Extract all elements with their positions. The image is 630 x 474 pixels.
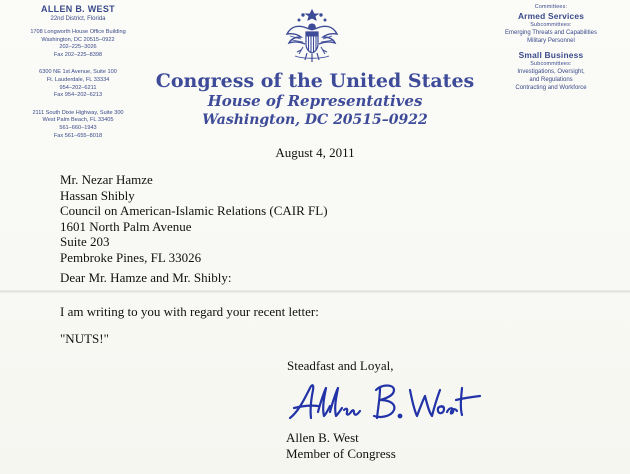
title-address: Washington, DC 20515–0922 [202,112,428,128]
recipient-line: Pembroke Pines, FL 33026 [60,249,202,265]
subcommittee-item: Contracting and Workforce [515,85,587,91]
office-line: Fax 561–655–8018 [53,132,103,139]
subcommittee-item: and Regulations [529,77,573,83]
office-washington [4,29,152,59]
signer-block [286,430,396,462]
office-line: 6300 NE 1st Avenue, Suite 100 [39,69,117,76]
signer-name: Allen B. West [286,430,359,445]
recipient-line: 1601 North Palm Avenue [60,218,192,234]
subcommittee-item: Investigations, Oversight, [517,69,585,75]
office-line: 202–225–3026 [59,44,97,51]
letterhead-title [120,70,510,129]
title-house: House of Representatives [207,92,423,110]
office-line: 954–202–6211 [59,84,97,91]
closing: Steadfast and Loyal, [287,358,394,373]
office-line: 2111 South Dixie Highway, Suite 300 [32,109,124,116]
subcommittee-item: Emerging Threats and Capabilities [505,30,597,36]
salutation: Dear Mr. Hamze and Mr. Shibly: [60,270,232,285]
district: 22nd District, Florida [50,16,106,22]
office-line: Fax 954–202–6213 [53,92,103,99]
committees-label: Committees: [534,4,568,10]
office-line: Washington, DC 20515–0922 [41,36,115,43]
committee-small-business: Small Business [518,50,584,60]
congressman-name: ALLEN B. WEST [41,4,115,14]
letter-body: I am writing to you with regard your recent letter: [60,304,319,319]
recipient-line: Hassan Shibly [60,187,135,203]
letter-quote: "NUTS!" [60,331,109,346]
signer-title: Member of Congress [286,446,396,461]
handwritten-signature-icon [284,378,484,430]
title-congress: Congress of the United States [155,70,475,92]
recipient-line: Suite 203 [60,234,110,249]
subcommittees-label: Subcommittees: [530,22,572,28]
great-seal-icon [283,6,341,66]
recipient-line: Council on American-Islamic Relations (CAIR FL) [60,203,328,218]
letter-date: August 4, 2011 [275,145,355,160]
office-line: 561–660–1943 [59,124,97,131]
recipient-line: Mr. Nezar Hamze [60,172,153,187]
subcommittee-item: Military Personnel [527,38,575,44]
recipient-address [60,172,328,265]
subcommittees-label: Subcommittees: [530,61,572,67]
office-line: Ft. Lauderdale, FL 33334 [46,76,110,83]
committee-armed-services: Armed Services [517,11,585,21]
office-line: West Palm Beach, FL 33405 [42,117,114,124]
office-line: 1708 Longworth House Office Building [30,29,126,35]
office-line: Fax 202–225–8398 [53,51,103,58]
paper-fold-line [0,290,630,293]
